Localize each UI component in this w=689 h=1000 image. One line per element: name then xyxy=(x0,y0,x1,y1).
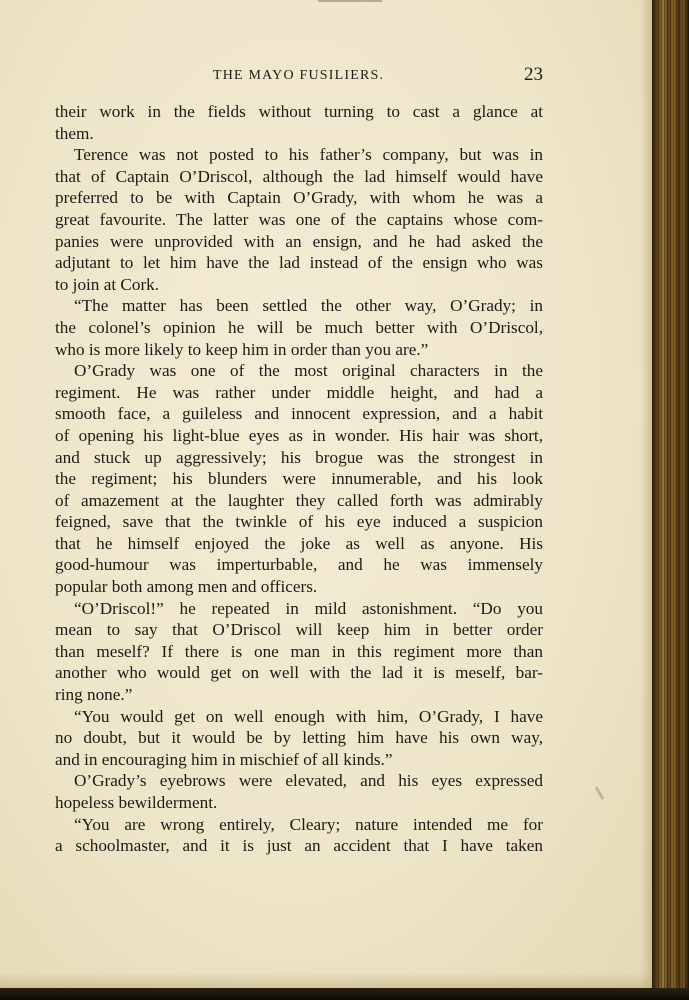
page-shadow-bottom xyxy=(0,972,652,988)
spine-page-edges xyxy=(656,0,686,1000)
body-text xyxy=(55,101,543,857)
text-line: popular both among men and officers. xyxy=(55,577,318,597)
text-line: their work in the fields without turning to cast a glance at xyxy=(55,102,543,121)
page-header xyxy=(55,64,543,90)
text-line: mean to say that O’Driscol will keep him in better order xyxy=(55,620,543,640)
text-line: of amazement at the laughter they called forth was admirably xyxy=(55,490,543,510)
text-line: “You would get on well enough with him, O’Grady, I have xyxy=(74,706,543,726)
text-line: regiment. He was rather under middle height, and had a xyxy=(55,382,543,402)
text-line: and in encouraging him in mischief of all kinds.” xyxy=(55,749,393,769)
bottom-shadow xyxy=(0,988,689,1000)
text-line: feigned, save that the twinkle of his eye induced a suspicion xyxy=(55,512,543,532)
text-line: who is more likely to keep him in order than you are.” xyxy=(55,339,429,359)
text-line: “O’Driscol!” he repeated in mild astonishment. “Do you xyxy=(74,598,543,618)
running-head: THE MAYO FUSILIERS. xyxy=(213,68,385,83)
paper-speck xyxy=(595,786,605,800)
text-line: than meself? If there is one man in this regiment more than xyxy=(55,641,543,661)
text-line: the colonel’s opinion he will be much better with O’Driscol, xyxy=(55,317,543,337)
text-line: “You are wrong entirely, Cleary; nature intended me for xyxy=(74,814,543,834)
text-line: O’Grady was one of the most original characters in the xyxy=(74,361,543,381)
page-number: 23 xyxy=(524,64,543,85)
text-line: Terence was not posted to his father’s company, but was in xyxy=(74,145,543,165)
text-line: preferred to be with Captain O’Grady, with whom he was a xyxy=(55,188,543,208)
text-line: that of Captain O’Driscol, although the lad himself would have xyxy=(55,166,543,186)
text-line: great favourite. The latter was one of the captains whose com- xyxy=(55,209,543,229)
text-line: another who would get on well with the lad it is meself, bar- xyxy=(55,663,543,683)
text-line: of opening his light-blue eyes as in wonder. His hair was short, xyxy=(55,425,543,445)
page-shadow-right xyxy=(640,0,652,988)
text-line: smooth face, a guileless and innocent expression, and a habit xyxy=(55,404,543,424)
text-line: and stuck up aggressively; his brogue was the strongest in xyxy=(55,447,543,467)
text-line: a schoolmaster, and it is just an accident that I have taken xyxy=(55,836,543,856)
text-line: panies were unprovided with an ensign, and he had asked the xyxy=(55,231,543,251)
scan-artifact-mark xyxy=(318,0,382,2)
text-line: the regiment; his blunders were innumerable, and his look xyxy=(55,469,543,489)
text-line: ring none.” xyxy=(55,685,133,705)
text-line: no doubt, but it would be by letting him have his own way, xyxy=(55,728,543,748)
text-line: hopeless bewilderment. xyxy=(55,793,218,812)
text-line: O’Grady’s eyebrows were elevated, and his eyes expressed xyxy=(74,771,543,791)
text-line: them. xyxy=(55,123,94,143)
text-line: “The matter has been settled the other way, O’Grady; in xyxy=(74,296,543,316)
text-line: adjutant to let him have the lad instead of the ensign who was xyxy=(55,253,543,273)
text-line: that he himself enjoyed the joke as well as anyone. His xyxy=(55,533,543,553)
text-line: to join at Cork. xyxy=(55,274,160,294)
text-line: good-humour was imperturbable, and he was immensely xyxy=(55,555,543,575)
